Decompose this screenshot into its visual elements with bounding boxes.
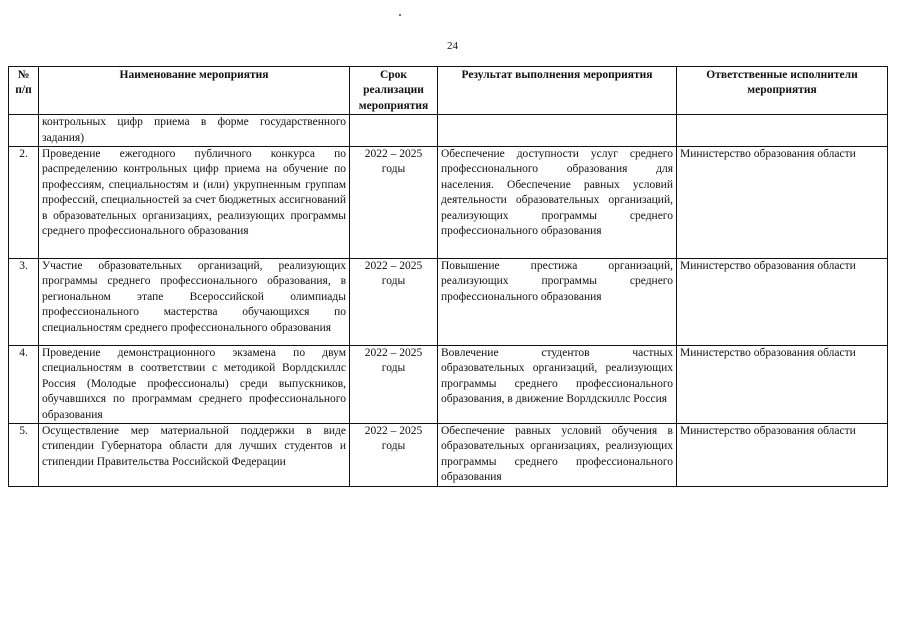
cell-term: 2022 – 2025 годы [350, 259, 438, 346]
table-row [9, 259, 888, 346]
header-activity-name: Наименование мероприятия [39, 67, 350, 115]
cell-responsible: Министерство образования области [677, 346, 888, 424]
cell-term: 2022 – 2025 годы [350, 346, 438, 424]
table-row-continuation [9, 115, 888, 147]
cell-result: Обеспечение равных условий обучения в образовательных организациях, реализующих программы среднего профессионального образования [438, 424, 677, 487]
header-result: Результат выполнения мероприятия [438, 67, 677, 115]
table-header-row [9, 67, 888, 115]
cell-activity-name: Проведение ежегодного публичного конкурса по распределению контрольных цифр приема на обучение по профессиям, специальностям и (или) укрупненным группам профессий, специальностей за счет бюджетных ассигнований в образовательных организациях, реализующих программы среднего профессионального образования [39, 147, 350, 259]
cell-term: 2022 – 2025 годы [350, 424, 438, 487]
cell-activity-name: контрольных цифр приема в форме государственного задания) [39, 115, 350, 147]
cell-number: 2. [9, 147, 39, 259]
cell-result: Обеспечение доступности услуг среднего профессионального образования для населения. Обеспечение равных условий деятельности образовательных организаций, реализующих программы среднего профессионального образования [438, 147, 677, 259]
cell-term [350, 115, 438, 147]
activities-table [8, 66, 888, 487]
cell-result: Повышение престижа организаций, реализующих программы среднего профессионального образования [438, 259, 677, 346]
cell-result [438, 115, 677, 147]
cell-activity-name: Проведение демонстрационного экзамена по двум специальностям в соответствии с методикой Ворлдскиллс Россия (Молодые профессионалы) среди выпускников, обучавшихся по программам среднего профессионального образования [39, 346, 350, 424]
cell-number: 4. [9, 346, 39, 424]
table-row [9, 346, 888, 424]
page-number: 24 [447, 40, 458, 52]
scan-speck [399, 14, 401, 16]
cell-activity-name: Осуществление мер материальной поддержки в виде стипендии Губернатора области для лучших студентов и стипендии Правительства Российской Федерации [39, 424, 350, 487]
cell-number [9, 115, 39, 147]
header-number: № п/п [9, 67, 39, 115]
table-row [9, 147, 888, 259]
cell-responsible: Министерство образования области [677, 259, 888, 346]
cell-result: Вовлечение студентов частных образовательных организаций, реализующих программы среднего профессионального образования, в движение Ворлдскиллс Россия [438, 346, 677, 424]
cell-responsible: Министерство образования области [677, 147, 888, 259]
cell-responsible: Министерство образования области [677, 424, 888, 487]
header-term: Срок реализации мероприятия [350, 67, 438, 115]
cell-term: 2022 – 2025 годы [350, 147, 438, 259]
table-row [9, 424, 888, 487]
header-responsible: Ответственные исполнители мероприятия [677, 67, 888, 115]
cell-responsible [677, 115, 888, 147]
cell-number: 3. [9, 259, 39, 346]
cell-number: 5. [9, 424, 39, 487]
cell-activity-name: Участие образовательных организаций, реализующих программы среднего профессионального образования, в региональном этапе Всероссийской олимпиады профессионального мастерства обучающихся по специальностям среднего профессионального образования [39, 259, 350, 346]
